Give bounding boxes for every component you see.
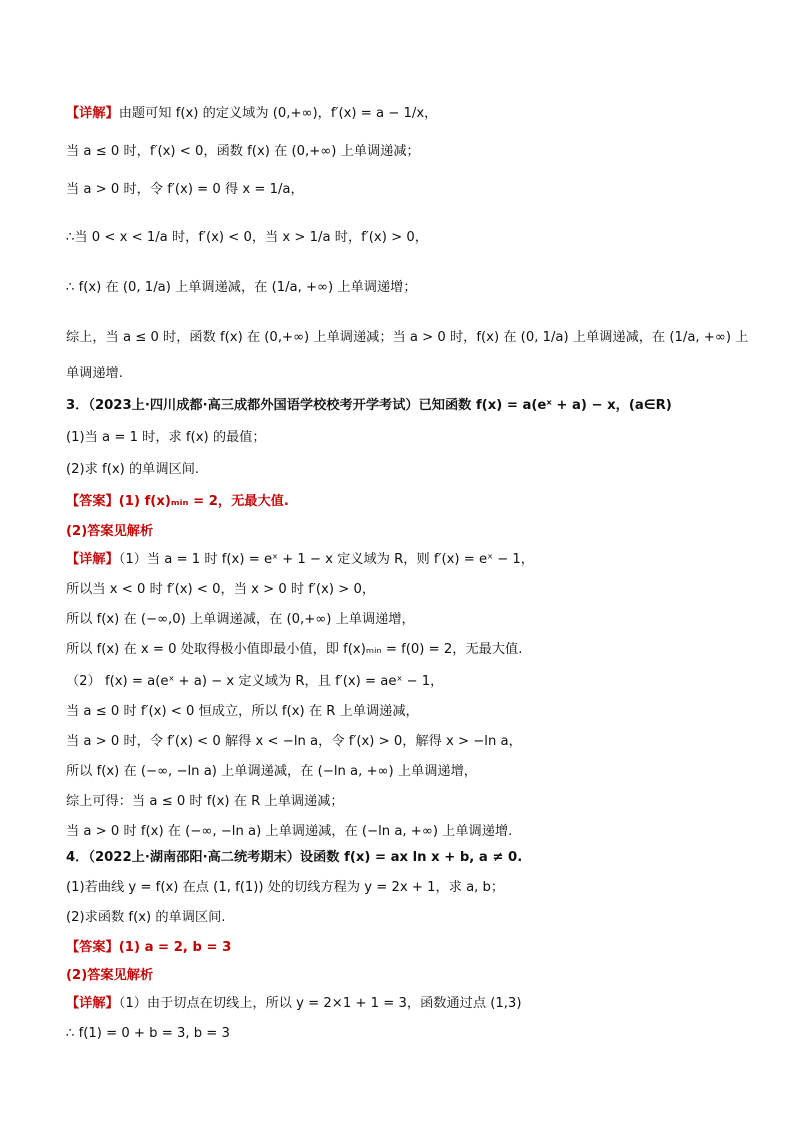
detail-tag: 【详解】 (66, 552, 119, 567)
text-line: （2） f(x) = a(eˣ + a) − x 定义域为 R，且 f′(x) = aeˣ − 1， (66, 674, 444, 689)
text-line: ∴ f(1) = 0 + b = 3, b = 3 (66, 1026, 230, 1041)
text: （1）当 a = 1 时 f(x) = eˣ + 1 − x 定义域为 R，则 f′(x) = eˣ − 1， (118, 552, 534, 567)
text-line: 综上，当 a ≤ 0 时，函数 f(x) 在 (0,+∞) 上单调递减；当 a > 0 时，f(x) 在 (0, 1/a) 上单调递减，在 (1/a, +∞) 上 (66, 330, 749, 345)
text-line: 当 a > 0 时 f(x) 在 (−∞, −ln a) 上单调递减，在 (−ln a, +∞) 上单调递增. (66, 824, 513, 839)
text-line: 当 a ≤ 0 时，f′(x) < 0，函数 f(x) 在 (0,+∞) 上单调递减； (66, 144, 420, 159)
detail-line (66, 550, 534, 570)
text-line: 所以 f(x) 在 x = 0 处取得极小值即最小值，即 f(x)ₘᵢₙ = f(0) = 2，无最大值. (66, 642, 523, 657)
answer-line (66, 492, 289, 512)
answer-tag: 【答案】 (66, 940, 119, 955)
text-line: ∴当 0 < x < 1/a 时，f′(x) < 0，当 x > 1/a 时，f′(x) > 0， (66, 230, 428, 245)
question-4-part-2: (2)求函数 f(x) 的单调区间. (66, 910, 226, 925)
question-3-header: 3．（2023上·四川成都·高三成都外国语学校校考开学考试）已知函数 f(x) = a(eˣ + a) − x，(a∈R) (66, 398, 672, 413)
question-3-part-1: (1)当 a = 1 时，求 f(x) 的最值； (66, 430, 266, 445)
text: （1）由于切点在切线上，所以 y = 2×1 + 1 = 3，函数通过点 (1,3) (118, 996, 522, 1011)
question-4-part-1: (1)若曲线 y = f(x) 在点 (1, f(1)) 处的切线方程为 y = 2x + 1，求 a, b； (66, 880, 505, 895)
answer-line-2: (2)答案见解析 (66, 524, 154, 539)
answer-tag: 【答案】 (66, 494, 119, 509)
text: 由题可知 f(x) 的定义域为 (0,+∞)，f′(x) = a − 1/x， (118, 106, 438, 121)
text-line: 所以当 x < 0 时 f′(x) < 0，当 x > 0 时 f′(x) > 0， (66, 582, 376, 597)
detail-tag: 【详解】 (66, 106, 119, 121)
detail-line (66, 994, 521, 1014)
text-line: 综上可得：当 a ≤ 0 时 f(x) 在 R 上单调递减； (66, 794, 344, 809)
text-line: 当 a > 0 时，令 f′(x) < 0 解得 x < −ln a，令 f′(x) > 0，解得 x > −ln a， (66, 734, 522, 749)
detail-tag: 【详解】 (66, 996, 119, 1011)
answer-line (66, 938, 231, 958)
question-3-part-2: (2)求 f(x) 的单调区间. (66, 462, 200, 477)
answer-text: (1) a = 2, b = 3 (118, 940, 232, 955)
text-line: 所以 f(x) 在 (−∞,0) 上单调递减，在 (0,+∞) 上单调递增， (66, 612, 415, 627)
answer-line-2: (2)答案见解析 (66, 968, 154, 983)
text-line: 当 a ≤ 0 时 f′(x) < 0 恒成立，所以 f(x) 在 R 上单调递减， (66, 704, 419, 719)
detail-line (66, 104, 437, 124)
text-line: 单调递增. (66, 366, 123, 381)
text-line: ∴ f(x) 在 (0, 1/a) 上单调递减，在 (1/a, +∞) 上单调递增； (66, 280, 417, 295)
text-line: 所以 f(x) 在 (−∞, −ln a) 上单调递减，在 (−ln a, +∞) 上单调递增， (66, 764, 477, 779)
answer-text: (1) f(x)ₘᵢₙ = 2，无最大值. (118, 494, 289, 509)
text-line: 当 a > 0 时，令 f′(x) = 0 得 x = 1/a， (66, 182, 304, 197)
question-4-header: 4．（2022上·湖南邵阳·高二统考期末）设函数 f(x) = ax ln x + b, a ≠ 0. (66, 850, 523, 865)
